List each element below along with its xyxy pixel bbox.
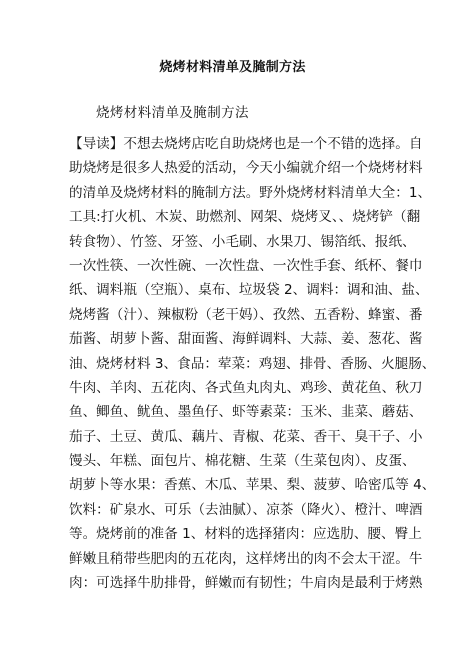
document-title: 烧烤材料清单及腌制方法 — [159, 60, 306, 75]
text-line: 胡萝卜等水果：香蕉、木瓜、苹果、梨、菠萝、哈密瓜等 4、 — [69, 477, 436, 494]
text-line: 烧烤酱（汁）、辣椒粉（老干妈）、孜然、五香粉、蜂蜜、番 — [69, 306, 423, 323]
text-line: 工具:打火机、木炭、助燃剂、网架、烧烤叉、、烧烤铲（翻 — [69, 209, 421, 226]
text-line: 茄子、土豆、黄瓜、藕片、青椒、花菜、香干、臭干子、小 — [69, 428, 423, 445]
text-line: 肉：可选择牛肋排骨，鲜嫩而有韧性；牛肩肉是最利于烤熟 — [69, 575, 423, 592]
text-line: 转食物）、竹签、牙签、小毛刷、水果刀、锡箔纸、报纸、 — [69, 233, 416, 250]
text-line: 的清单及烧烤材料的腌制方法。野外烧烤材料清单大全：1、 — [69, 184, 432, 201]
section-title: 烧烤材料清单及腌制方法 — [96, 105, 249, 121]
text-line: 等。烧烤前的准备 1、材料的选择猪肉：应选肋、腰、臀上 — [69, 526, 422, 543]
text-line: 一次性筷、一次性碗、一次性盘、一次性手套、纸杯、餐巾 — [69, 257, 423, 274]
text-line: 【导读】不想去烧烤店吃自助烧烤也是一个不错的选择。自 — [69, 136, 423, 152]
text-line: 牛肉、羊肉、五花肉、各式鱼丸肉丸、鸡珍、黄花鱼、秋刀 — [69, 379, 423, 396]
text-line: 油、烧烤材料 3、食品：荤菜：鸡翅、排骨、香肠、火腿肠、 — [69, 355, 436, 372]
text-line: 馒头、年糕、面包片、棉花糖、生菜（生菜包肉）、皮蛋、 — [69, 453, 416, 470]
body-text — [69, 132, 436, 595]
text-line: 鱼、鲫鱼、鱿鱼、墨鱼仔、虾等素菜：玉米、韭菜、蘑菇、 — [69, 404, 423, 421]
text-line: 鲜嫩且稍带些肥肉的五花肉，这样烤出的肉不会太干涩。牛 — [69, 550, 423, 567]
text-line: 茄酱、胡萝卜酱、甜面酱、海鲜调料、大蒜、姜、葱花、酱 — [69, 331, 423, 348]
text-line: 饮料：矿泉水、可乐（去油腻）、凉茶（降火）、橙汁、啤酒 — [69, 501, 423, 518]
text-line: 助烧烤是很多人热爱的活动，今天小编就介绍一个烧烤材料 — [69, 160, 423, 177]
text-line: 纸、调料瓶（空瓶）、桌布、垃圾袋 2、调料：调和油、盐、 — [69, 282, 429, 299]
